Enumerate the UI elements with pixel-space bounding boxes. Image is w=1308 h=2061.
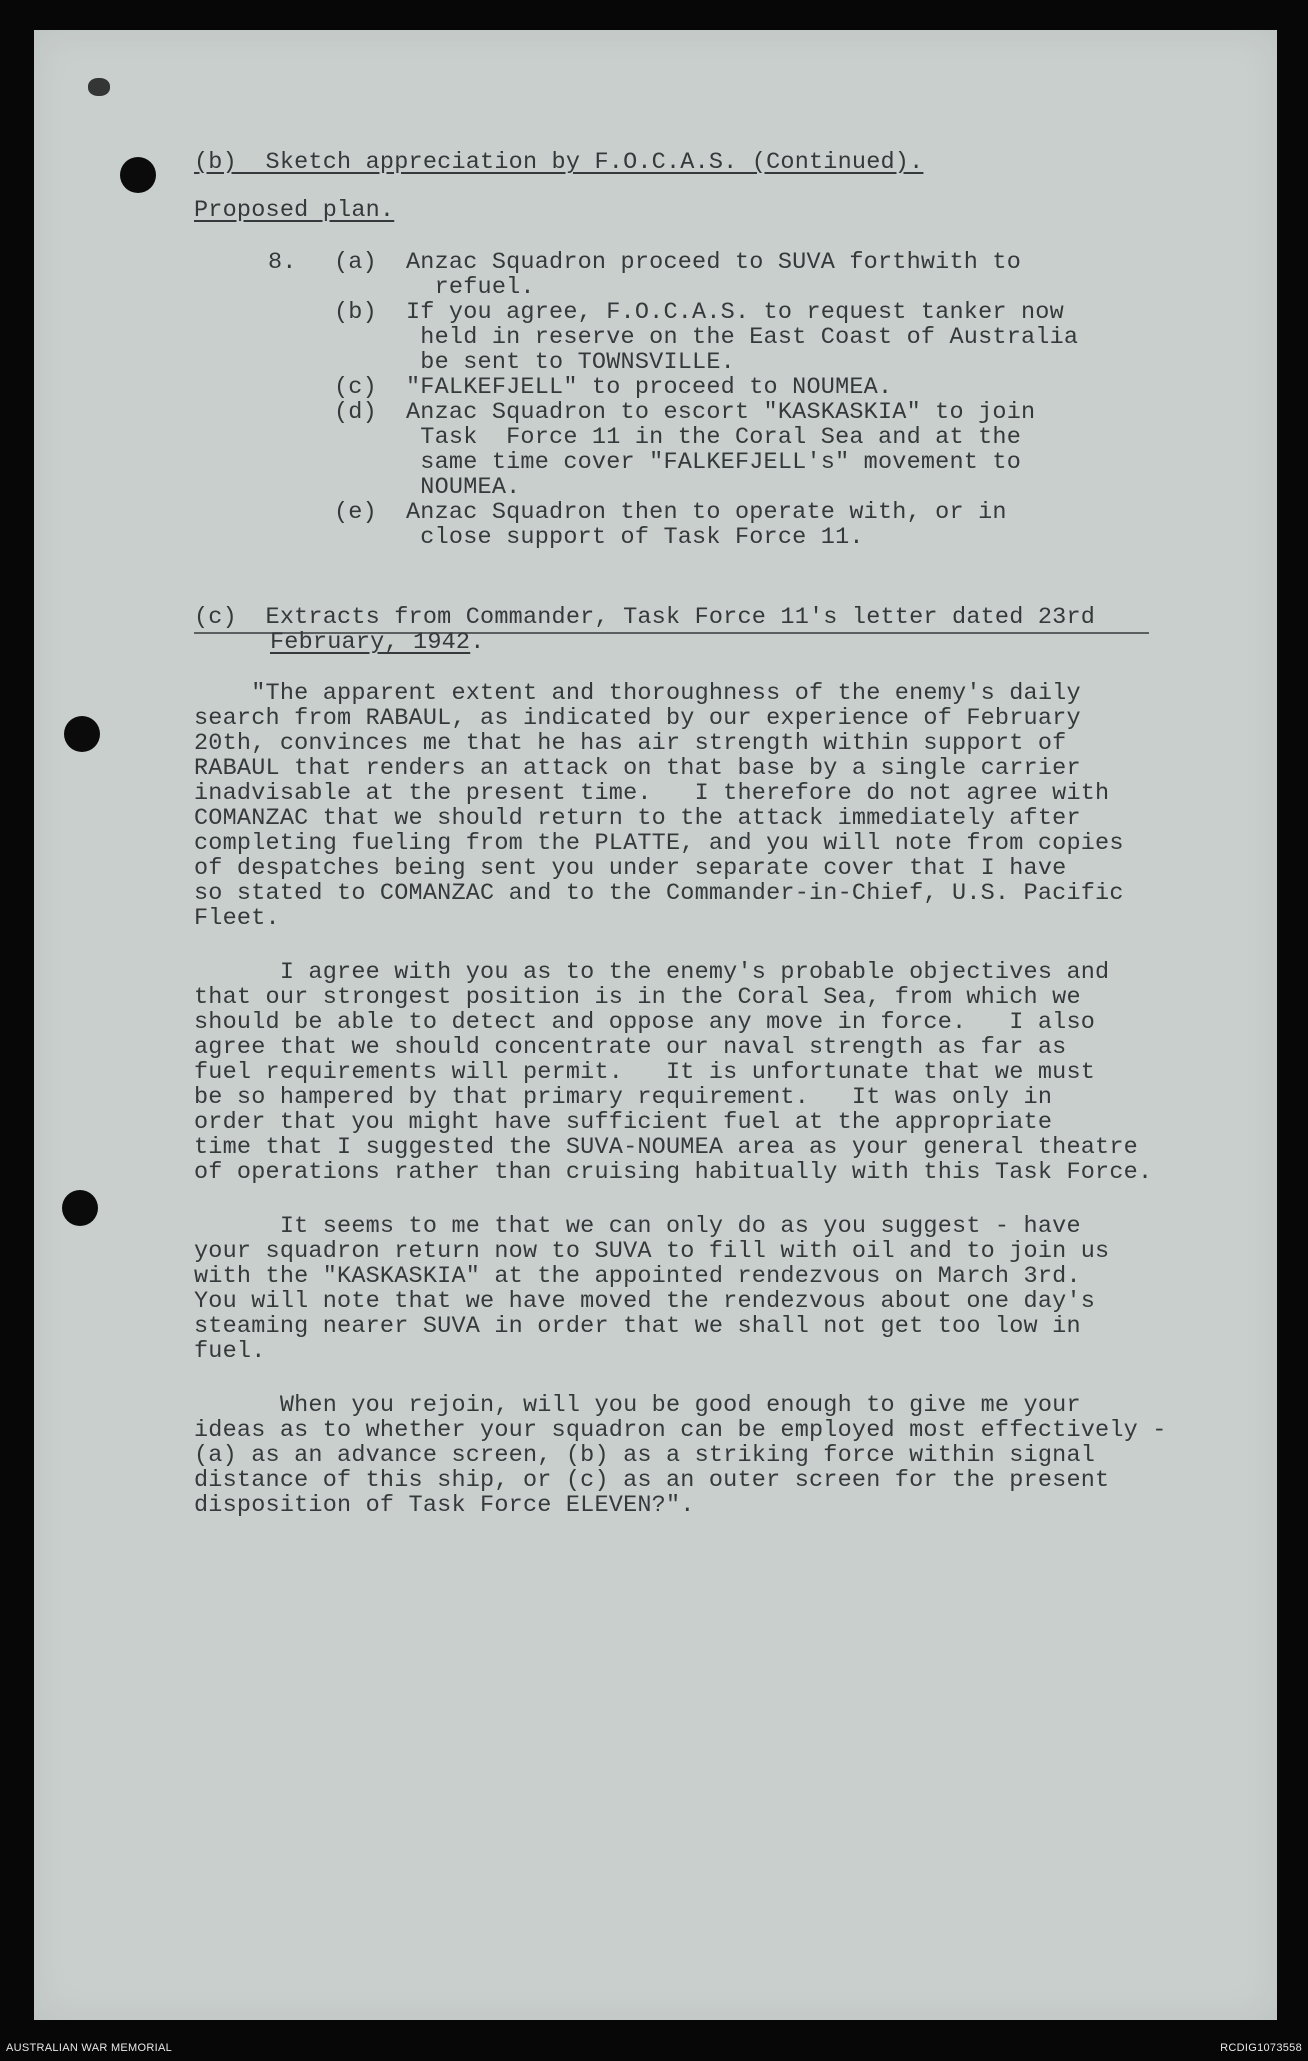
- heading-date: February, 1942: [270, 629, 471, 656]
- item-e-line: close support of Task Force 11.: [406, 524, 864, 551]
- body-line: When you rejoin, will you be good enough to give me your: [194, 1392, 1081, 1419]
- body-line: that our strongest position is in the Coral Sea, from which we: [194, 984, 1081, 1011]
- item-e-label: (e): [334, 499, 377, 526]
- body-line: agree that we should concentrate our naval strength as far as: [194, 1034, 1067, 1061]
- body-line: so stated to COMANZAC and to the Commander-in-Chief, U.S. Pacific: [194, 880, 1124, 907]
- item-c-label: (c): [334, 374, 377, 401]
- para-8-number: 8.: [268, 249, 297, 276]
- footer-credit: AUSTRALIAN WAR MEMORIAL: [6, 2042, 173, 2054]
- item-e-line: Anzac Squadron then to operate with, or in: [406, 499, 1007, 526]
- body-line: of operations rather than cruising habitually with this Task Force.: [194, 1159, 1153, 1186]
- body-line: 20th, convinces me that he has air strength within support of: [194, 730, 1067, 757]
- body-line: fuel requirements will permit. It is unfortunate that we must: [194, 1059, 1096, 1086]
- body-line: should be able to detect and oppose any move in force. I also: [194, 1009, 1096, 1036]
- item-d-line: Anzac Squadron to escort "KASKASKIA" to join: [406, 399, 1036, 426]
- item-d-line: Task Force 11 in the Coral Sea and at the: [406, 424, 1021, 451]
- body-line: order that you might have sufficient fuel at the appropriate: [194, 1109, 1053, 1136]
- body-line: inadvisable at the present time. I therefore do not agree with: [194, 780, 1110, 807]
- item-a-line: Anzac Squadron proceed to SUVA forthwith to: [406, 249, 1021, 276]
- body-line: I agree with you as to the enemy's probable objectives and: [194, 959, 1110, 986]
- body-line: fuel.: [194, 1338, 266, 1365]
- item-b-line: held in reserve on the East Coast of Australia: [406, 324, 1079, 351]
- section-b-heading: (b) Sketch appreciation by F.O.C.A.S. (Continued).: [194, 149, 924, 176]
- body-line: steaming nearer SUVA in order that we shall not get too low in: [194, 1313, 1081, 1340]
- item-b-label: (b): [334, 299, 377, 326]
- body-line: time that I suggested the SUVA-NOUMEA area as your general theatre: [194, 1134, 1138, 1161]
- punch-hole-bottom: [62, 1190, 98, 1226]
- item-c-line: "FALKEFJELL" to proceed to NOUMEA.: [406, 374, 893, 401]
- body-line: distance of this ship, or (c) as an outer screen for the present: [194, 1467, 1110, 1494]
- body-line: your squadron return now to SUVA to fill with oil and to join us: [194, 1238, 1110, 1265]
- body-line: It seems to me that we can only do as you suggest - have: [194, 1213, 1081, 1240]
- heading-period: .: [470, 629, 485, 656]
- section-c-heading-line1: (c) Extracts from Commander, Task Force 11's letter dated 23rd: [194, 604, 1096, 631]
- body-line: Fleet.: [194, 905, 280, 932]
- item-b-line: be sent to TOWNSVILLE.: [406, 349, 735, 376]
- punch-hole-top: [120, 157, 156, 193]
- body-line: RABAUL that renders an attack on that base by a single carrier: [194, 755, 1081, 782]
- body-line: COMANZAC that we should return to the attack immediately after: [194, 805, 1081, 832]
- body-line: with the "KASKASKIA" at the appointed rendezvous on March 3rd.: [194, 1263, 1081, 1290]
- item-d-label: (d): [334, 399, 377, 426]
- proposed-plan-heading: Proposed plan.: [194, 197, 395, 224]
- body-line: ideas as to whether your squadron can be employed most effectively -: [194, 1417, 1167, 1444]
- item-b-line: If you agree, F.O.C.A.S. to request tanker now: [406, 299, 1064, 326]
- body-line: completing fueling from the PLATTE, and you will note from copies: [194, 830, 1124, 857]
- body-line: disposition of Task Force ELEVEN?".: [194, 1492, 695, 1519]
- body-line: "The apparent extent and thoroughness of the enemy's daily: [194, 680, 1081, 707]
- section-c-heading-line2: [270, 630, 485, 655]
- body-line: (a) as an advance screen, (b) as a striking force within signal: [194, 1442, 1096, 1469]
- item-d-line: same time cover "FALKEFJELL's" movement to: [406, 449, 1021, 476]
- ink-smudge: [88, 78, 110, 96]
- body-line: be so hampered by that primary requirement. It was only in: [194, 1084, 1053, 1111]
- body-line: of despatches being sent you under separate cover that I have: [194, 855, 1067, 882]
- item-d-line: NOUMEA.: [406, 474, 521, 501]
- footer-id: RCDIG1073558: [1220, 2042, 1302, 2054]
- body-line: You will note that we have moved the rendezvous about one day's: [194, 1288, 1096, 1315]
- item-a-label: (a): [334, 249, 377, 276]
- item-a-line: refuel.: [406, 274, 535, 301]
- body-line: search from RABAUL, as indicated by our experience of February: [194, 705, 1081, 732]
- punch-hole-middle: [64, 716, 100, 752]
